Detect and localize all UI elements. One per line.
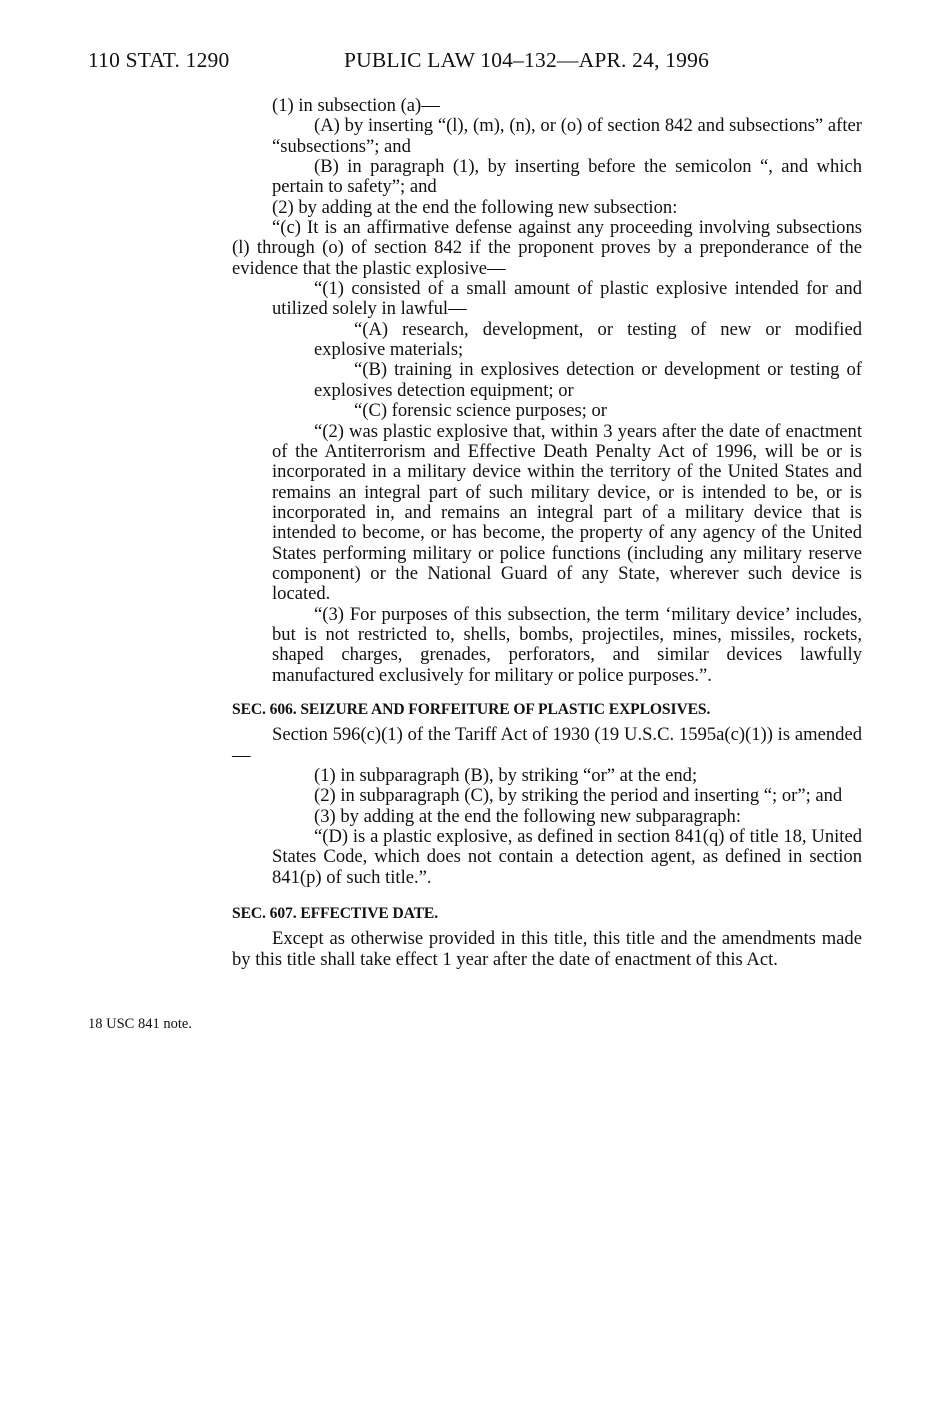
page-header xyxy=(88,48,768,78)
paragraph: (A) by inserting “(l), (m), (n), or (o) of section 842 and subsections” after “subsections”; and xyxy=(272,115,862,157)
paragraph: (B) in paragraph (1), by inserting before the semicolon “, and which pertain to safety”; and xyxy=(272,156,862,198)
margin-note: 18 USC 841 note. xyxy=(88,1016,192,1032)
paragraph: “(1) consisted of a small amount of plastic explosive intended for and utilized solely in lawful— xyxy=(272,278,862,320)
paragraph: (1) in subsection (a)— xyxy=(272,95,440,116)
paragraph: (2) in subparagraph (C), by striking the period and inserting “; or”; and xyxy=(314,785,843,807)
paragraph: “(c) It is an affirmative defense against any proceeding involving subsections (l) through (o) of section 842 if the proponent proves by a preponderance of the evidence that the plastic explosive— xyxy=(232,217,862,279)
paragraph: “(2) was plastic explosive that, within 3 years after the date of enactment of the Antiterrorism and Effective Death Penalty Act of 1996, will be or is incorporated in a military device within the territory of the United States and remains an integral part of such military device, or is intended to be, or is incorporated in, and remains an integral part of a military device that is intended to become, or has become, the property of any agency of the United States performing military or police functions (including any military reserve component) or the National Guard of any State, wherever such device is located. xyxy=(272,420,862,605)
paragraph: “(3) For purposes of this subsection, the term ‘military device’ includes, but is not restricted to, shells, bombs, projectiles, mines, missiles, rockets, shaped charges, grenades, perforators, and similar devices lawfully manufactured exclusively for military or police purposes.”. xyxy=(272,603,862,686)
paragraph: “(D) is a plastic explosive, as defined in section 841(q) of title 18, United States Code, which does not contain a detection agent, as defined in section 841(p) of such title.”. xyxy=(272,826,862,888)
paragraph: “(C) forensic science purposes; or xyxy=(354,400,607,422)
paragraph: “(A) research, development, or testing of new or modified explosive materials; xyxy=(314,318,862,361)
paragraph: “(B) training in explosives detection or development or testing of explosives detection equipment; or xyxy=(314,359,862,401)
public-law-citation: PUBLIC LAW 104–132—APR. 24, 1996 xyxy=(344,48,710,72)
statute-page-reference: 110 STAT. 1290 xyxy=(88,48,230,72)
document-body xyxy=(232,96,862,970)
section-heading-607: SEC. 607. EFFECTIVE DATE. xyxy=(232,905,439,923)
paragraph: Except as otherwise provided in this title, this title and the amendments made by this title shall take effect 1 year after the date of enactment of this Act. xyxy=(232,928,862,970)
section-heading-606: SEC. 606. SEIZURE AND FORFEITURE OF PLASTIC EXPLOSIVES. xyxy=(232,700,711,718)
paragraph: Section 596(c)(1) of the Tariff Act of 1930 (19 U.S.C. 1595a(c)(1)) is amended— xyxy=(232,724,862,766)
paragraph: (3) by adding at the end the following new subparagraph: xyxy=(314,805,742,827)
paragraph: (2) by adding at the end the following new subsection: xyxy=(272,196,678,218)
paragraph: (1) in subparagraph (B), by striking “or” at the end; xyxy=(314,765,698,786)
